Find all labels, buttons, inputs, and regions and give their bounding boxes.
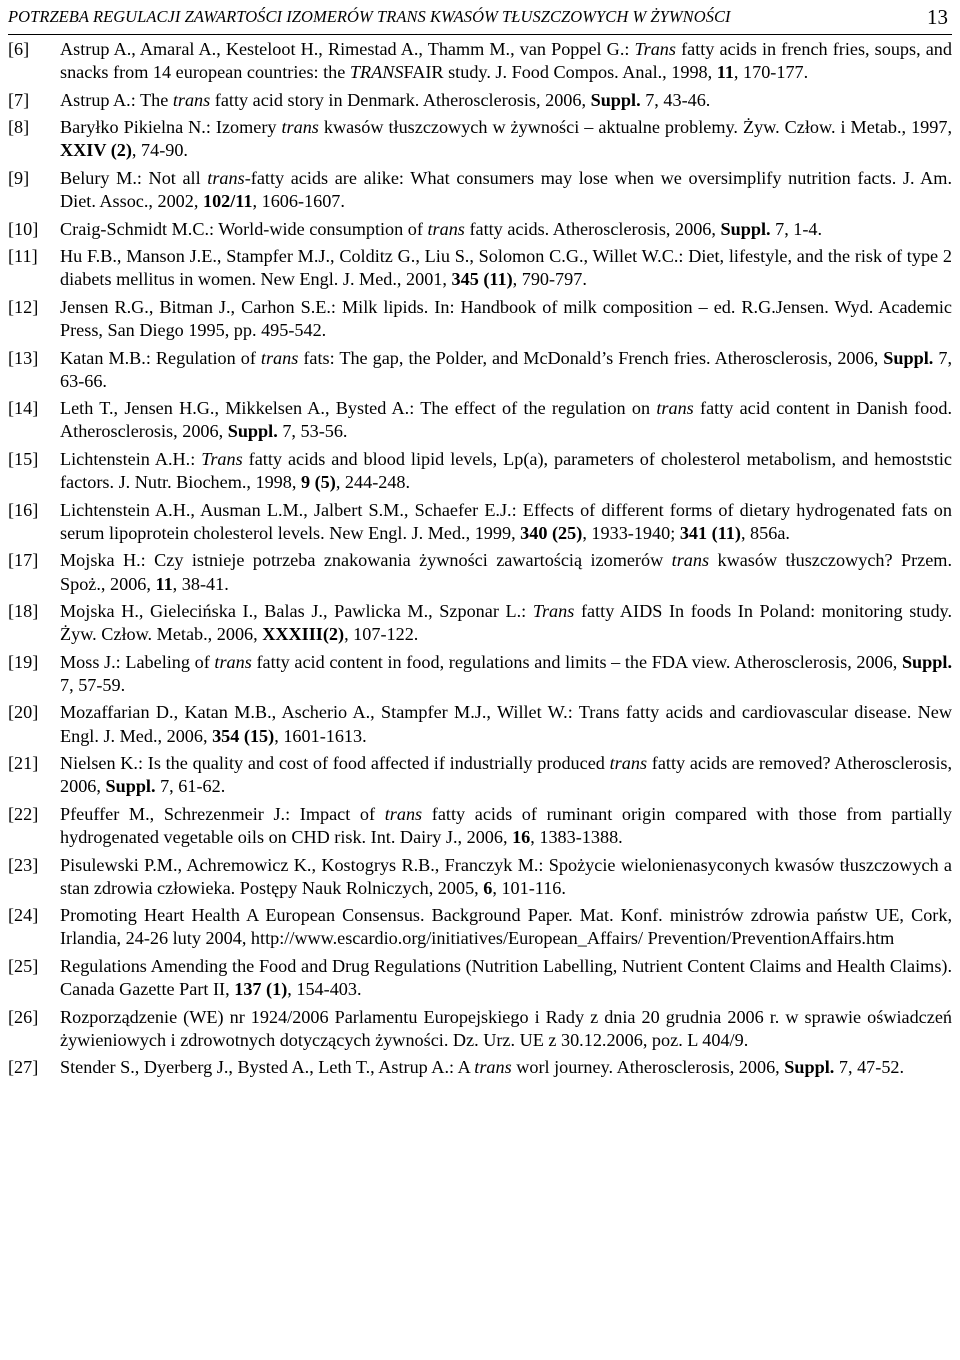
- reference-text: [60, 854, 952, 900]
- reference-text-segment: Pfeuffer M., Schrezenmeir J.: Impact of: [60, 803, 385, 824]
- reference-text-segment: 7, 47-52.: [834, 1057, 905, 1078]
- reference-text-segment: worl journey. Atherosclerosis, 2006,: [511, 1057, 785, 1078]
- reference-item: [8, 448, 952, 494]
- reference-italic-text: trans: [384, 803, 423, 824]
- reference-text: [60, 89, 952, 112]
- reference-item: [8, 89, 952, 112]
- reference-text: [60, 752, 952, 798]
- reference-number: [6]: [8, 39, 30, 59]
- reference-bold-text: XXIV (2): [60, 140, 132, 161]
- reference-bold-text: 341 (11): [679, 522, 741, 543]
- page-number: 13: [927, 4, 948, 29]
- reference-text-segment: 7, 63-66.: [60, 347, 952, 391]
- reference-text-segment: , 38-41.: [172, 573, 229, 594]
- reference-item: [8, 752, 952, 798]
- reference-item: [8, 245, 952, 291]
- reference-number: [12]: [8, 296, 39, 317]
- reference-text-segment: , 154-403.: [287, 979, 362, 1000]
- reference-item: [8, 1056, 952, 1079]
- reference-text-segment: kwasów tłuszczowych? Przem. Spoż., 2006,: [60, 550, 952, 594]
- reference-text-segment: Mozaffarian D., Katan M.B., Ascherio A., Stampfer M.J., Willet W.: Trans fatty acids and cardiovascular disease. New Engl. J. Med., 2006,: [60, 702, 952, 746]
- reference-text-segment: Mojska H., Gielecińska I., Balas J., Pawlicka M., Szponar L.:: [60, 601, 533, 622]
- reference-item: [8, 1006, 952, 1052]
- reference-italic-text: trans: [609, 753, 648, 774]
- reference-text-segment: 7, 1-4.: [770, 218, 823, 239]
- reference-italic-text: Trans: [201, 448, 243, 469]
- reference-italic-text: Trans: [532, 601, 575, 622]
- reference-number: [21]: [8, 753, 39, 774]
- reference-text: [60, 245, 952, 291]
- reference-item: [8, 549, 952, 595]
- reference-text-segment: Lichtenstein A.H.:: [60, 448, 202, 469]
- reference-bold-text: 345 (11): [451, 269, 513, 290]
- reference-number: [14]: [8, 398, 39, 419]
- reference-text: [60, 397, 952, 443]
- reference-item: [8, 803, 952, 849]
- reference-text-segment: 7, 43-46.: [640, 89, 711, 110]
- reference-number: [9]: [8, 167, 30, 188]
- reference-text-segment: , 74-90.: [131, 140, 188, 161]
- reference-text-segment: Stender S., Dyerberg J., Bysted A., Leth T., Astrup A.: A: [60, 1057, 475, 1078]
- reference-bold-text: Suppl.: [901, 651, 952, 672]
- reference-item: [8, 397, 952, 443]
- reference-text-segment: Leth T., Jensen H.G., Mikkelsen A., Bysted A.: The effect of the regulation on: [60, 398, 657, 419]
- reference-bold-text: 137 (1): [234, 979, 288, 1000]
- reference-number: [11]: [8, 246, 38, 267]
- reference-text-segment: , 244-248.: [335, 472, 411, 493]
- reference-number: [27]: [8, 1057, 39, 1078]
- reference-number: [10]: [8, 218, 39, 239]
- reference-text: [60, 651, 952, 697]
- reference-text-segment: fatty acids of ruminant origin compared with those from partially hydrogenated vegetable oils on CHD risk. Int. Dairy J., 2006,: [60, 803, 952, 848]
- reference-text: [60, 296, 952, 342]
- reference-number: [26]: [8, 1006, 39, 1027]
- reference-bold-text: Suppl.: [720, 218, 771, 239]
- reference-text-segment: , 1606-1607.: [252, 191, 345, 212]
- reference-text: [60, 701, 952, 747]
- reference-text-segment: Hu F.B., Manson J.E., Stampfer M.J., Colditz G., Liu S., Solomon C.G., Willet W.C.: Diet, lifestyle, and the risk of type 2 diabets mellitus in women. New Engl. J. Med., 2001,: [60, 246, 952, 290]
- reference-text-segment: 7, 57-59.: [60, 674, 126, 695]
- reference-bold-text: XXXIII(2): [262, 624, 345, 645]
- reference-number: [19]: [8, 651, 39, 672]
- reference-text-segment: , 856a.: [740, 522, 790, 543]
- reference-item: [8, 38, 952, 84]
- reference-bold-text: Suppl.: [590, 89, 641, 110]
- reference-text-segment: Baryłko Pikielna N.: Izomery: [60, 117, 282, 138]
- reference-text-segment: , 170-177.: [733, 62, 809, 83]
- reference-item: [8, 854, 952, 900]
- reference-text-segment: fatty acid content in food, regulations and limits – the FDA view. Atherosclerosis, 2006,: [251, 651, 902, 672]
- reference-text: [60, 803, 952, 849]
- reference-text: [60, 955, 952, 1001]
- reference-bold-text: Suppl.: [784, 1057, 835, 1078]
- reference-number: [25]: [8, 955, 39, 976]
- reference-text-segment: fatty acids in french fries, soups, and snacks from 14 european countries: the: [60, 39, 952, 83]
- reference-bold-text: Suppl.: [883, 347, 934, 368]
- reference-text: [60, 549, 952, 595]
- reference-text: [60, 904, 952, 950]
- reference-text-segment: fatty acid story in Denmark. Atherosclerosis, 2006,: [210, 89, 591, 110]
- reference-number: [20]: [8, 702, 39, 723]
- reference-italic-text: trans: [260, 347, 299, 368]
- reference-item: [8, 904, 952, 950]
- reference-italic-text: trans: [474, 1057, 512, 1078]
- reference-bold-text: 354 (15): [212, 725, 275, 746]
- reference-text: [60, 448, 952, 494]
- reference-bold-text: 340 (25): [520, 522, 583, 543]
- reference-bold-text: 16: [512, 827, 531, 848]
- reference-bold-text: Suppl.: [105, 776, 156, 797]
- reference-text: [60, 218, 952, 241]
- page-header: [8, 0, 952, 35]
- reference-text-segment: , 1383-1388.: [530, 827, 623, 848]
- reference-text-segment: , 1933-1940;: [582, 522, 680, 543]
- reference-bold-text: 9 (5): [300, 472, 336, 493]
- reference-text: [60, 116, 952, 162]
- reference-bold-text: 102/11: [202, 191, 253, 212]
- reference-text-segment: Mojska H.: Czy istnieje potrzeba znakowania żywności zawartością izomerów: [60, 550, 672, 571]
- reference-italic-text: trans: [656, 398, 694, 419]
- reference-number: [13]: [8, 347, 39, 368]
- reference-text-segment: Astrup A.: The: [60, 89, 173, 110]
- reference-text-segment: , 790-797.: [512, 269, 587, 290]
- reference-item: [8, 701, 952, 747]
- reference-bold-text: 11: [155, 573, 173, 594]
- reference-number: [15]: [8, 448, 39, 469]
- reference-text: [60, 347, 952, 393]
- reference-text-segment: Jensen R.G., Bitman J., Carhon S.E.: Milk lipids. In: Handbook of milk composition – ed. R.G.Jensen. Wyd. Academic Press, San Diego 1995, pp. 495-542.: [60, 296, 952, 341]
- reference-text-segment: Rozporządzenie (WE) nr 1924/2006 Parlamentu Europejskiego i Rady z dnia 20 grudnia 2006 r. w sprawie oświadczeń żywieniowych i zdrowotnych dotyczących żywności. Dz. Urz. UE z 30.12.2006, poz. L 404/9.: [60, 1006, 952, 1050]
- reference-italic-text: trans: [281, 117, 319, 138]
- reference-text-segment: fatty AIDS In foods In Poland: monitoring study. Żyw. Człow. Metab., 2006,: [60, 601, 952, 645]
- reference-text: [60, 600, 952, 646]
- reference-item: [8, 296, 952, 342]
- reference-text-segment: fatty acids. Atherosclerosis, 2006,: [464, 218, 721, 239]
- reference-number: [17]: [8, 550, 39, 571]
- reference-number: [24]: [8, 905, 39, 926]
- reference-list: [8, 38, 952, 1084]
- running-title: POTRZEBA REGULACJI ZAWARTOŚCI IZOMERÓW TRANS KWASÓW TŁUSZCZOWYCH W ŻYWNOŚCI: [8, 7, 731, 26]
- reference-italic-text: trans: [214, 651, 252, 672]
- reference-text-segment: 7, 53-56.: [277, 421, 348, 442]
- reference-text-segment: Belury M.: Not all: [60, 167, 208, 188]
- reference-text: [60, 1006, 952, 1052]
- reference-text-segment: , 101-116.: [492, 877, 566, 898]
- reference-number: [18]: [8, 601, 39, 622]
- reference-text-segment: kwasów tłuszczowych w żywności – aktualne problemy. Żyw. Człow. i Metab., 1997,: [318, 117, 952, 138]
- reference-item: [8, 116, 952, 162]
- reference-text: [60, 499, 952, 545]
- reference-number: [7]: [8, 89, 30, 110]
- reference-italic-text: trans: [427, 218, 465, 239]
- reference-text-segment: Astrup A., Amaral A., Kesteloot H., Rimestad A., Thamm M., van Poppel G.:: [60, 39, 635, 59]
- reference-text-segment: Regulations Amending the Food and Drug Regulations (Nutrition Labelling, Nutrient Content Claims and Health Claims). Canada Gazette Part II,: [60, 955, 952, 1000]
- reference-text-segment: fatty acids are removed? Atherosclerosis, 2006,: [60, 753, 952, 797]
- reference-text: [60, 167, 952, 213]
- reference-text-segment: 7, 61-62.: [155, 776, 226, 797]
- reference-text-segment: fatty acid content in Danish food. Atherosclerosis, 2006,: [60, 398, 952, 442]
- reference-text-segment: Promoting Heart Health A European Consensus. Background Paper. Mat. Konf. ministrów zdrowia państw UE, Cork, Irlandia, 24-26 luty 2004, http://www.escardio.org/initiatives/European_Affairs/ Prevention/PreventionAffairs.htm: [60, 905, 952, 949]
- reference-bold-text: 11: [716, 62, 734, 83]
- reference-bold-text: 6: [483, 877, 493, 898]
- reference-item: [8, 499, 952, 545]
- reference-italic-text: trans: [207, 167, 245, 188]
- reference-item: [8, 347, 952, 393]
- reference-number: [22]: [8, 803, 39, 824]
- reference-italic-text: trans: [172, 89, 211, 110]
- reference-text: [60, 1056, 952, 1079]
- reference-text-segment: , 1601-1613.: [274, 725, 367, 746]
- reference-text-segment: Lichtenstein A.H., Ausman L.M., Jalbert S.M., Schaefer E.J.: Effects of different forms of dietary hydrogenated fats on serum lipoprotein cholesterol levels. New Engl. J. Med., 1999,: [60, 499, 952, 543]
- reference-item: [8, 955, 952, 1001]
- reference-text-segment: -fatty acids are alike: What consumers may lose when we oversimplify nutrition facts. J. Am. Diet. Assoc., 2002,: [60, 167, 952, 212]
- reference-item: [8, 167, 952, 213]
- reference-text-segment: Nielsen K.: Is the quality and cost of food affected if industrially produced: [60, 753, 610, 774]
- reference-text-segment: fats: The gap, the Polder, and McDonald’s French fries. Atherosclerosis, 2006,: [298, 347, 884, 368]
- reference-text-segment: , 107-122.: [344, 624, 419, 645]
- reference-text-segment: Moss J.: Labeling of: [60, 651, 215, 672]
- reference-item: [8, 651, 952, 697]
- reference-number: [16]: [8, 499, 39, 520]
- reference-text-segment: Pisulewski P.M., Achremowicz K., Kostogrys R.B., Franczyk M.: Spożycie wielonienasyconych kwasów tłuszczowych a stan zdrowia człowieka. Postępy Nauk Rolniczych, 2005,: [60, 854, 952, 898]
- reference-text-segment: FAIR study. J. Food Compos. Anal., 1998,: [403, 62, 717, 83]
- reference-number: [23]: [8, 854, 39, 875]
- reference-text-segment: fatty acids and blood lipid levels, Lp(a), parameters of cholesterol metabolism, and hemoststic factors. J. Nutr. Biochem., 1998,: [60, 448, 952, 493]
- reference-italic-text: trans: [671, 550, 710, 571]
- reference-item: [8, 600, 952, 646]
- reference-bold-text: Suppl.: [227, 421, 278, 442]
- reference-text-segment: Katan M.B.: Regulation of: [60, 347, 261, 368]
- reference-item: [8, 218, 952, 241]
- reference-italic-text: Trans: [634, 39, 676, 59]
- reference-italic-text: TRANS: [349, 62, 404, 83]
- reference-number: [8]: [8, 117, 30, 138]
- reference-text-segment: Craig-Schmidt M.C.: World-wide consumption of: [60, 218, 428, 239]
- reference-text: [60, 38, 952, 84]
